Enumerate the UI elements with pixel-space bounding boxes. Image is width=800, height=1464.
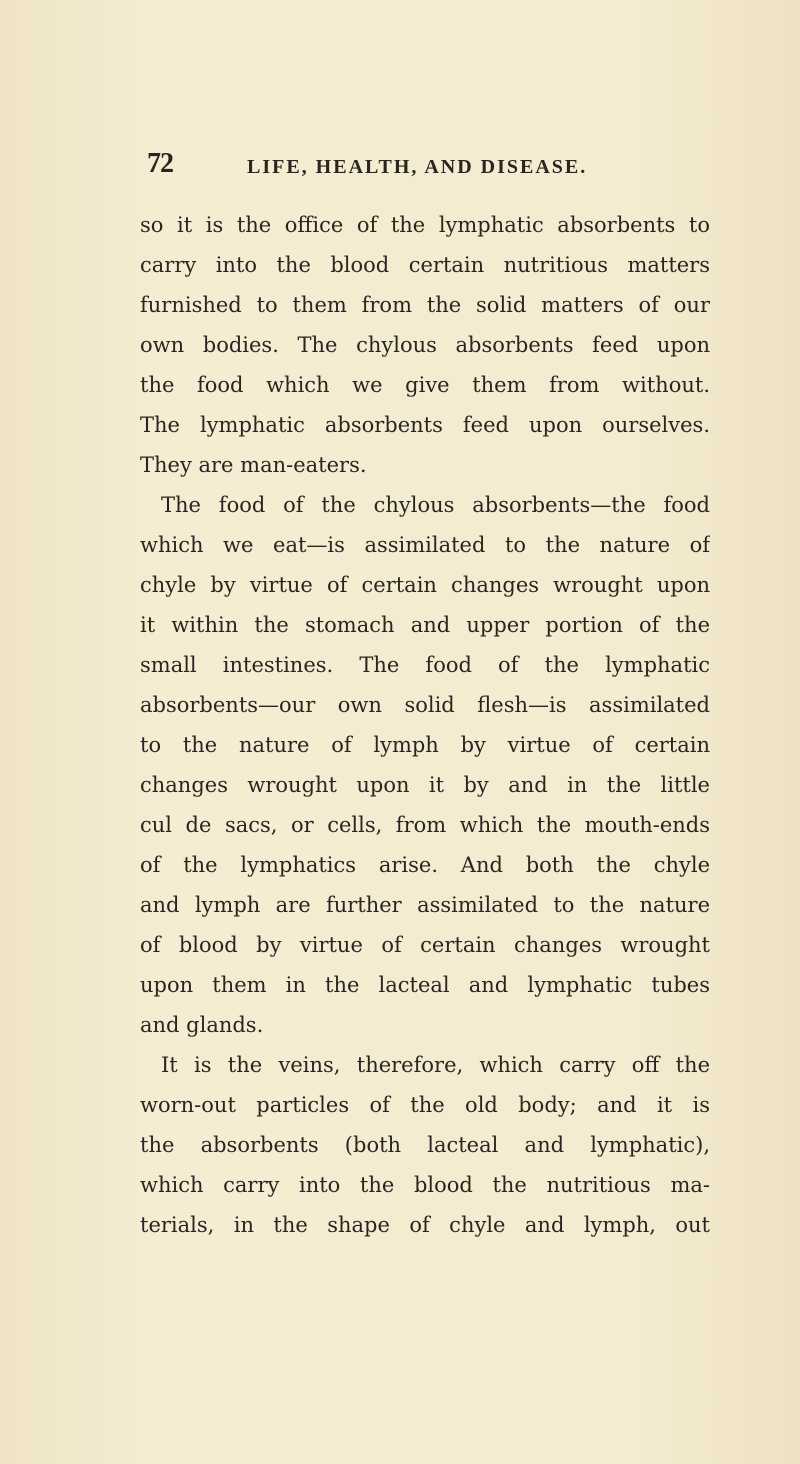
text-line: to the nature of lymph by virtue of certain: [140, 733, 710, 757]
text-line: furnished to them from the solid matters of our: [140, 293, 710, 317]
text-line: of blood by virtue of certain changes wrought: [140, 933, 710, 957]
body-text: [140, 205, 710, 1245]
page-number: 72: [147, 148, 173, 179]
page-header: [147, 148, 667, 188]
text-line: so it is the office of the lymphatic absorbents to: [140, 213, 710, 237]
text-line: It is the veins, therefore, which carry off the: [161, 1053, 710, 1077]
text-line: The food of the chylous absorbents—the food: [161, 493, 710, 517]
text-line: of the lymphatics arise. And both the chyle: [140, 853, 710, 877]
text-line: the food which we give them from without.: [140, 373, 710, 397]
text-line: terials, in the shape of chyle and lymph, out: [140, 1213, 710, 1237]
text-line: chyle by virtue of certain changes wrought upon: [140, 573, 710, 597]
text-line: cul de sacs, or cells, from which the mouth-ends: [140, 813, 710, 837]
text-line: They are man-eaters.: [140, 453, 367, 477]
text-line: changes wrought upon it by and in the little: [140, 773, 710, 797]
text-line: carry into the blood certain nutritious matters: [140, 253, 710, 277]
text-line: own bodies. The chylous absorbents feed upon: [140, 333, 710, 357]
text-line: and glands.: [140, 1013, 264, 1037]
text-line: and lymph are further assimilated to the nature: [140, 893, 710, 917]
text-line: which we eat—is assimilated to the nature of: [140, 533, 710, 557]
text-line: The lymphatic absorbents feed upon ourselves.: [140, 413, 710, 437]
text-line: which carry into the blood the nutritious ma-: [140, 1173, 710, 1197]
text-line: it within the stomach and upper portion of the: [140, 613, 710, 637]
text-line: upon them in the lacteal and lymphatic tubes: [140, 973, 710, 997]
text-line: worn-out particles of the old body; and it is: [140, 1093, 710, 1117]
text-line: absorbents—our own solid flesh—is assimilated: [140, 693, 710, 717]
text-line: small intestines. The food of the lymphatic: [140, 653, 710, 677]
text-line: the absorbents (both lacteal and lymphatic),: [140, 1133, 710, 1157]
running-head: LIFE, HEALTH, AND DISEASE.: [247, 156, 588, 178]
